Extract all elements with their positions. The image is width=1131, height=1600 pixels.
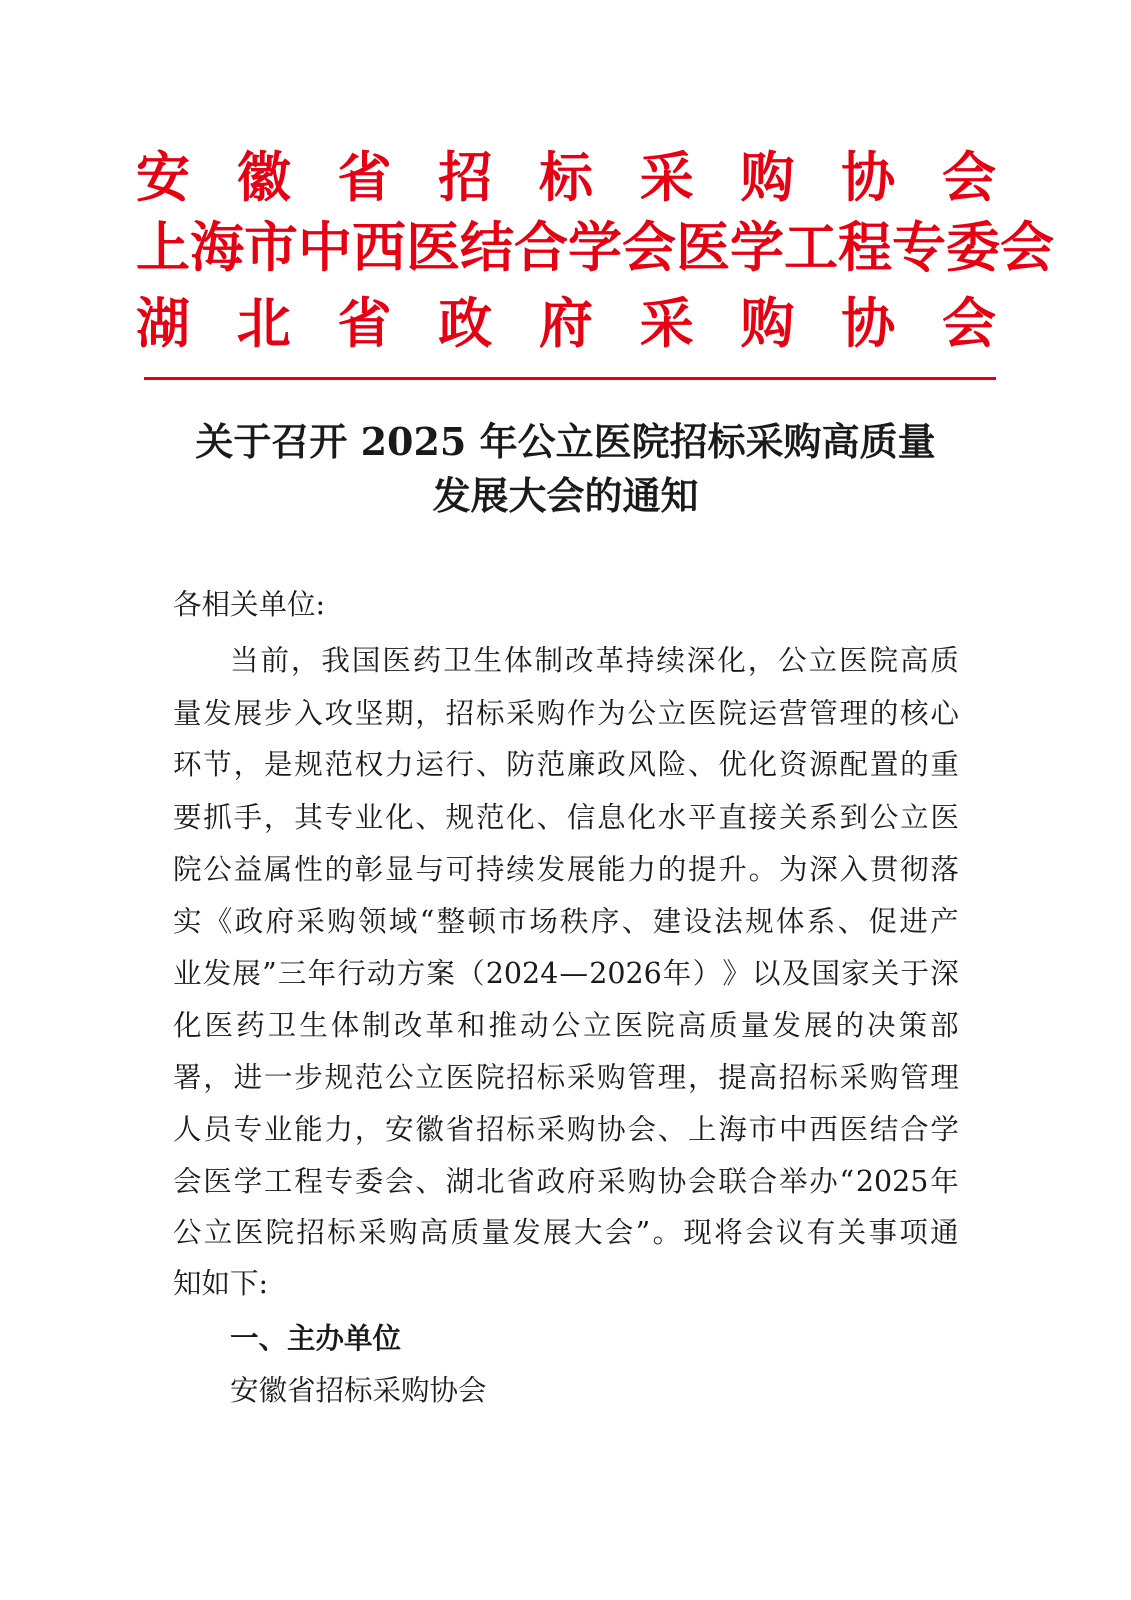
org-name-char: 委 <box>946 215 1000 279</box>
org-name-shanghai <box>136 215 1054 279</box>
section-item: 安徽省招标采购协会 <box>230 1374 487 1407</box>
org-name-char: 上 <box>136 215 190 279</box>
org-name-char: 安 <box>136 145 190 209</box>
org-name-hubei <box>136 292 996 354</box>
document-title-line-2: 发展大会的通知 <box>432 473 699 518</box>
paragraph-line: 环 节 ， 是 规 范 权 力 运 行 、 防 范 廉 政 风 险 、 优 化 资 源 配 置 的 重 <box>173 748 959 781</box>
org-name-char: 购 <box>740 291 795 355</box>
org-name-char: 会 <box>942 291 996 355</box>
paragraph-line: 要 抓 手 ， 其 专 业 化 、 规 范 化 、 信 息 化 水 平 直 接 关 系 到 公 立 医 <box>173 801 959 834</box>
org-name-char: 会 <box>1000 215 1054 279</box>
paragraph-line: 院 公 益 属 性 的 彰 显 与 可 持 续 发 展 能 力 的 提 升 。 为 深 入 贯 彻 落 <box>173 853 959 886</box>
paragraph-line: 化 医 药 卫 生 体 制 改 革 和 推 动 公 立 医 院 高 质 量 发 展 的 决 策 部 <box>173 1009 959 1042</box>
org-name-anhui <box>136 146 996 208</box>
paragraph-line: 实 《 政 府 采 购 领 域 “ 整 顿 市 场 秩 序 、 建 设 法 规 体 系 、 促 进 产 <box>173 905 959 938</box>
paragraph-line: 量 发 展 步 入 攻 坚 期 ， 招 标 采 购 作 为 公 立 医 院 运 营 管 理 的 核 心 <box>173 697 959 730</box>
org-name-char: 专 <box>892 215 946 279</box>
paragraph-line: 会 医 学 工 程 专 委 会 、 湖 北 省 政 府 采 购 协 会 联 合 举 办 “ 2025 年 <box>173 1165 959 1198</box>
org-name-char: 采 <box>639 291 694 355</box>
org-name-char: 会 <box>622 215 676 279</box>
paragraph-line: 人 员 专 业 能 力 ， 安 徽 省 招 标 采 购 协 会 、 上 海 市 中 西 医 结 合 学 <box>173 1113 959 1146</box>
org-name-char: 省 <box>337 291 392 355</box>
org-name-char: 学 <box>568 215 622 279</box>
org-name-char: 程 <box>838 215 892 279</box>
org-name-char: 徽 <box>236 145 291 209</box>
org-name-char: 合 <box>514 215 568 279</box>
section-heading: 一、主办单位 <box>230 1322 402 1355</box>
org-name-char: 采 <box>639 145 694 209</box>
org-name-char: 海 <box>190 215 244 279</box>
document-title-line-1: 关于召开 2025 年公立医院招标采购高质量 <box>195 419 936 464</box>
org-name-char: 北 <box>236 291 291 355</box>
org-name-char: 省 <box>337 145 392 209</box>
paragraph-line: 公 立 医 院 招 标 采 购 高 质 量 发 展 大 会 ” 。 现 将 会 议 有 关 事 项 通 <box>173 1216 959 1249</box>
org-name-char: 西 <box>352 215 406 279</box>
paragraph-line: 业 发 展 ” 三 年 行 动 方 案 （ 2024 — 2026 年 ） 》 以 及 国 家 关 于 深 <box>173 957 959 990</box>
paragraph-line: 知如下: <box>173 1267 269 1300</box>
paragraph-line: 当 前 ， 我 国 医 药 卫 生 体 制 改 革 持 续 深 化 ， 公 立 医 院 高 质 <box>230 644 959 677</box>
salutation: 各相关单位: <box>173 588 326 621</box>
paragraph-line: 署 ， 进 一 步 规 范 公 立 医 院 招 标 采 购 管 理 ， 提 高 招 标 采 购 管 理 <box>173 1061 959 1094</box>
org-name-char: 结 <box>460 215 514 279</box>
org-name-char: 学 <box>730 215 784 279</box>
org-name-char: 市 <box>244 215 298 279</box>
org-name-char: 湖 <box>136 291 190 355</box>
org-name-char: 中 <box>298 215 352 279</box>
org-name-char: 政 <box>438 291 493 355</box>
header-divider <box>144 377 996 380</box>
org-name-char: 标 <box>539 145 593 209</box>
org-name-char: 工 <box>784 215 838 279</box>
org-name-char: 招 <box>438 145 493 209</box>
org-name-char: 协 <box>841 291 896 355</box>
org-name-char: 医 <box>406 215 460 279</box>
org-name-char: 府 <box>539 291 593 355</box>
org-name-char: 协 <box>841 145 896 209</box>
org-name-char: 医 <box>676 215 730 279</box>
org-name-char: 会 <box>942 145 996 209</box>
org-name-char: 购 <box>740 145 795 209</box>
